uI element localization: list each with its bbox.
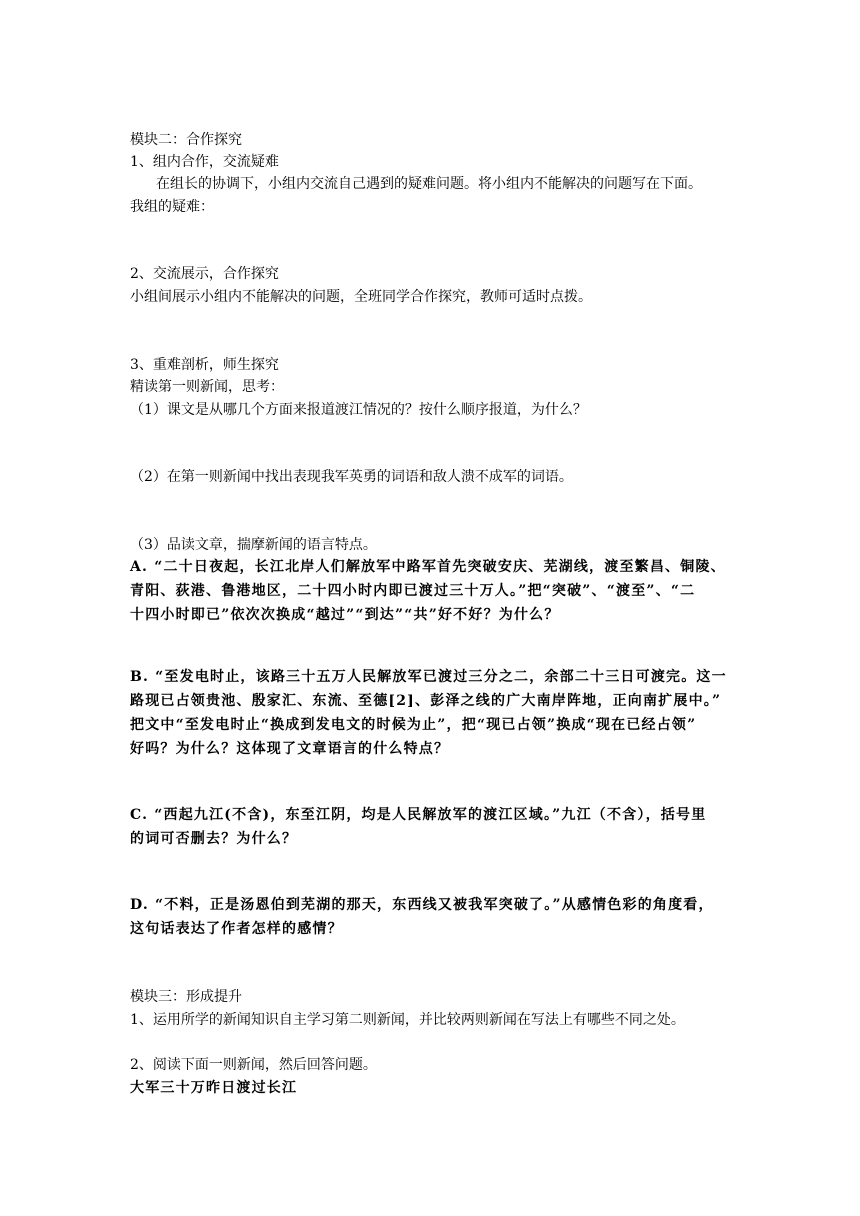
section1-title: 1、组内合作，交流疑难 <box>130 154 279 170</box>
question-a-line: A. “二十日夜起，长江北岸人们解放军中路军首先突破安庆、芜湖线，渡至繁昌、铜陵、 <box>130 559 726 575</box>
question-b-line: 把文中“至发电时止“换成到发电文的时候为止”，把“现已占领”换成“现在已经占领” <box>130 717 697 733</box>
section1-paragraph: 在组长的协调下，小组内交流自己遇到的疑难问题。将小组内不能解决的问题写在下面。 <box>156 176 702 192</box>
group-questions-label: 我组的疑难： <box>130 199 214 215</box>
section3-title: 3、重难剖析，师生探究 <box>130 357 279 373</box>
question-2: （2）在第一则新闻中找出表现我军英勇的词语和敌人溃不成军的词语。 <box>130 469 573 485</box>
module3-item-1: 1、运用所学的新闻知识自主学习第二则新闻，并比较两则新闻在写法上有哪些不同之处。 <box>130 1012 685 1028</box>
news-headline: 大军三十万昨日渡过长江 <box>130 1080 298 1096</box>
section2-paragraph: 小组间展示小组内不能解决的问题，全班同学合作探究，教师可适时点拨。 <box>130 289 592 305</box>
question-d-line: 这句话表达了作者怎样的感情？ <box>130 921 343 937</box>
question-b-line: 路现已占领贵池、殷家汇、东流、至德[2]、彭泽之线的广大南岸阵地，正向南扩展中。” <box>130 693 722 709</box>
question-c-line: C. “西起九江(不含)，东至江阴，均是人民解放军的渡江区域。”九江（不含），括号里 <box>130 807 707 823</box>
module3-title: 模块三：形成提升 <box>130 989 242 1005</box>
question-3: （3）品读文章，揣摩新闻的语言特点。 <box>130 537 377 553</box>
question-c-line: 的词可否删去？为什么？ <box>130 831 298 847</box>
question-b-line: B. “至发电时止，该路三十五万人民解放军已渡过三分之二，余部二十三日可渡完。这一 <box>130 669 727 685</box>
module3-item-2: 2、阅读下面一则新闻，然后回答问题。 <box>130 1057 377 1073</box>
question-a-line: 青阳、荻港、鲁港地区，二十四小时内即已渡过三十万人。”把“突破”、“渡至”、“二 <box>130 583 696 599</box>
question-b-line: 好吗？为什么？这体现了文章语言的什么特点？ <box>130 741 450 757</box>
question-d-line: D. “不料，正是汤恩伯到芜湖的那天，东西线又被我军突破了。”从感情色彩的角度看， <box>130 897 714 913</box>
module2-title: 模块二：合作探究 <box>130 132 242 148</box>
section2-title: 2、交流展示，合作探究 <box>130 266 279 282</box>
question-1: （1）课文是从哪几个方面来报道渡江情况的？按什么顺序报道，为什么？ <box>130 402 587 418</box>
question-a-line: 十四小时即已”依次次换成“越过”“到达”“共”好不好？为什么？ <box>130 607 560 623</box>
section3-intro: 精读第一则新闻，思考： <box>130 379 284 395</box>
